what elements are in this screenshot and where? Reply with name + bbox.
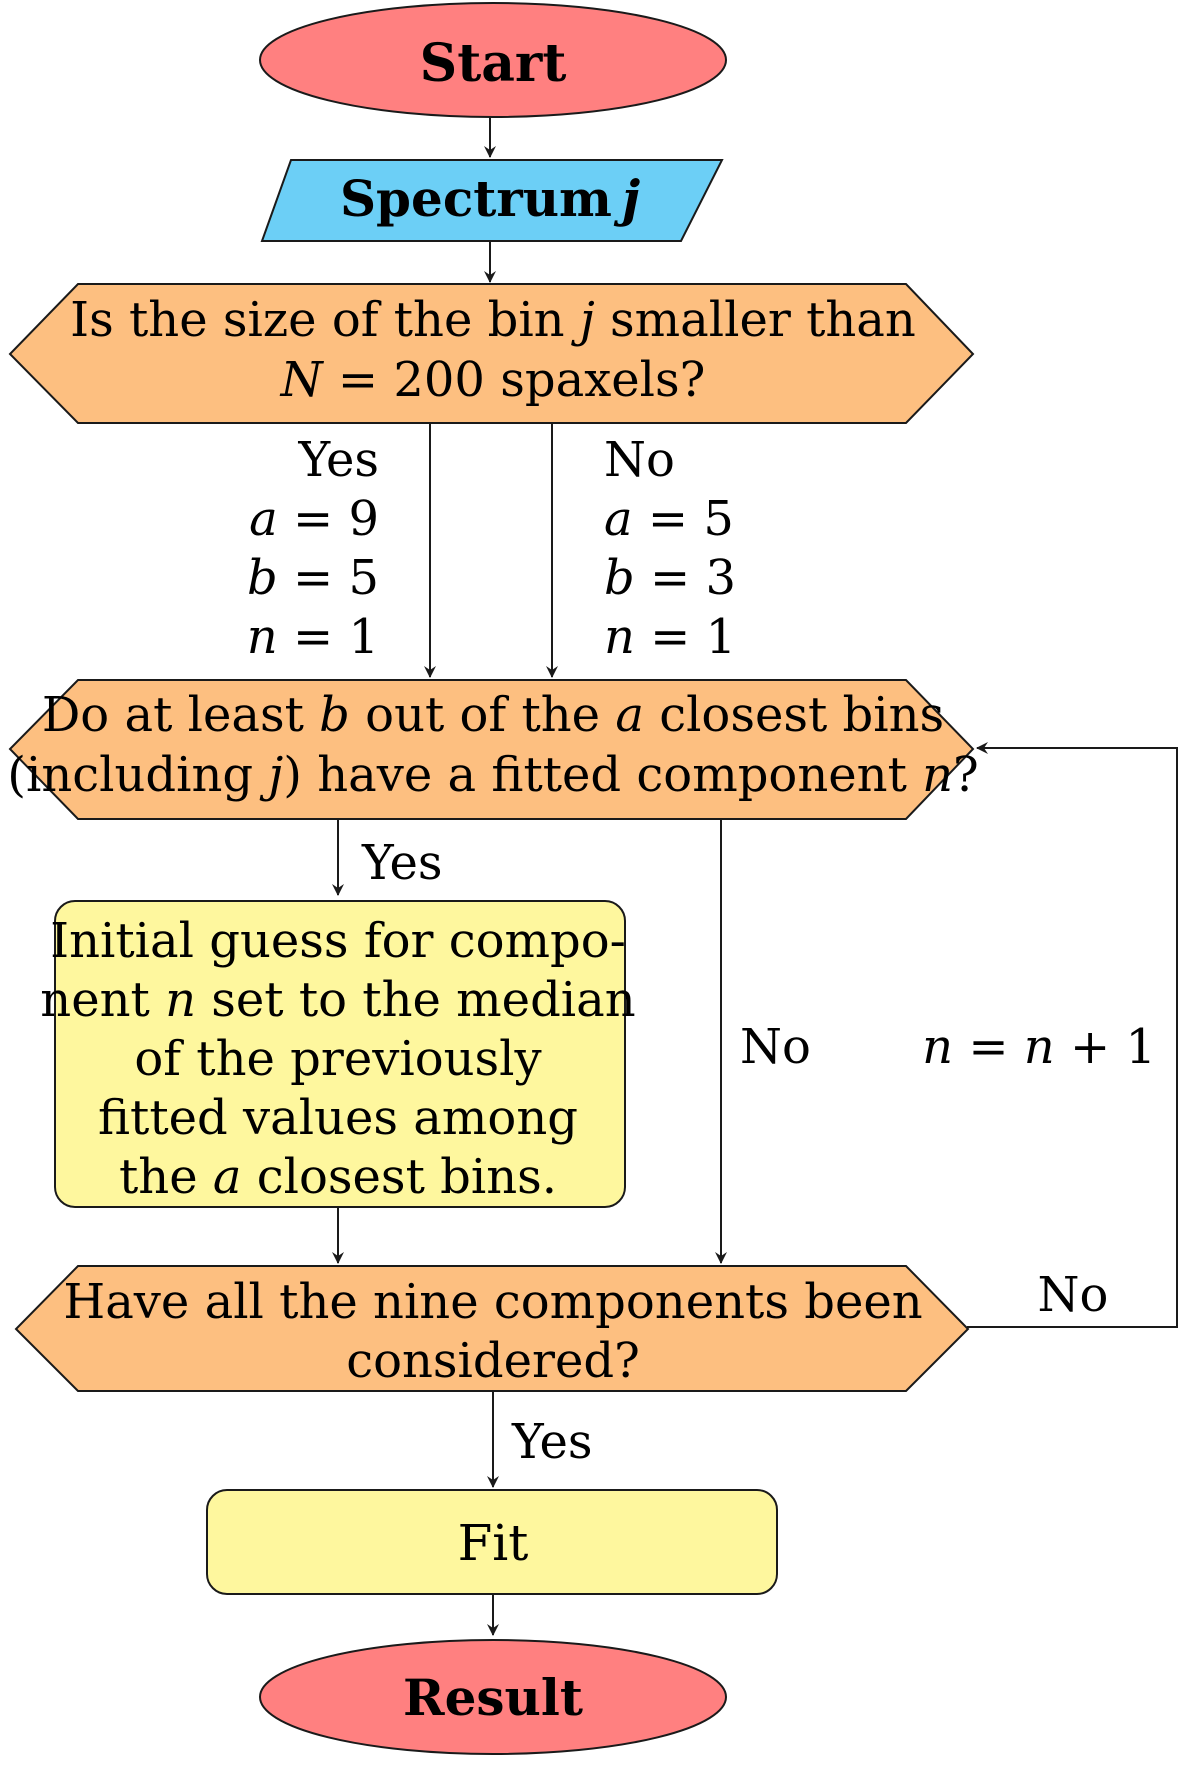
neighbours-no-label: No (740, 1019, 811, 1075)
size-decision-line2: N = 200 spaxels? (280, 352, 706, 408)
initial-guess-line4: fitted values among (98, 1090, 578, 1146)
neighbours-decision-line1: Do at least b out of the a closest bins (41, 687, 945, 743)
loop-no-label: No (1037, 1267, 1109, 1323)
size-yes-label: Yes (298, 432, 379, 488)
size-no-param-n: n = 1 (604, 609, 737, 665)
size-yes-param-n: n = 1 (246, 609, 379, 665)
start-label: Start (419, 33, 567, 94)
loop-increment-label: n = n + 1 (922, 1019, 1156, 1075)
all-components-line2: considered? (346, 1333, 640, 1389)
size-no-label: No (604, 432, 675, 488)
initial-guess-line5: the a closest bins. (119, 1149, 557, 1205)
result-label: Result (403, 1668, 583, 1727)
size-no-param-b: b = 3 (604, 550, 737, 606)
neighbours-yes-label: Yes (362, 835, 443, 891)
all-yes-label: Yes (512, 1414, 593, 1470)
fit-label: Fit (457, 1514, 529, 1572)
size-yes-param-b: b = 5 (246, 550, 379, 606)
spectrum-label: Spectrum j (339, 169, 641, 228)
initial-guess-line1: Initial guess for compo- (50, 913, 626, 969)
all-components-line1: Have all the nine components been (63, 1274, 923, 1330)
size-decision-line1: Is the size of the bin j smaller than (70, 292, 916, 348)
initial-guess-line2: nent n set to the median (40, 972, 636, 1028)
initial-guess-line3: of the previously (134, 1031, 542, 1087)
size-no-param-a: a = 5 (604, 491, 734, 547)
neighbours-decision-line2: (including j) have a fitted component n? (7, 747, 979, 803)
size-yes-param-a: a = 9 (249, 491, 379, 547)
